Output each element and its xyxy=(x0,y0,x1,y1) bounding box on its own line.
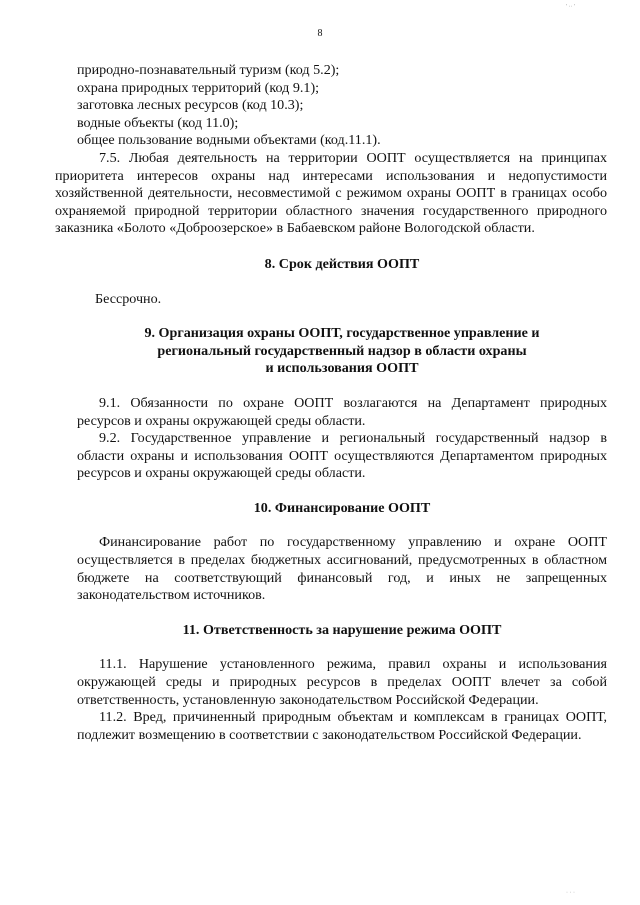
section-9-title-line: и использования ООПТ xyxy=(265,360,419,377)
document-body xyxy=(55,62,607,744)
list-item: охрана природных территорий (код 9.1); xyxy=(77,79,320,96)
scan-artifact-bottom: · · · xyxy=(566,890,575,896)
section-9-title xyxy=(77,325,607,378)
list-item: общее пользование водными объектами (код.11.1). xyxy=(77,132,381,149)
section-8-text: Бессрочно. xyxy=(95,290,162,307)
paragraph-9-2: 9.2. Государственное управление и региональный государственный надзор в области охраны и использования ООПТ осуществляются Департаментом природных ресурсов и охраны окружающей среды области. xyxy=(77,430,607,482)
list-item: заготовка лесных ресурсов (код 10.3); xyxy=(77,97,304,114)
section-9-title-line: 9. Организация охраны ООПТ, государственное управление и xyxy=(144,325,540,342)
section-8-title: 8. Срок действия ООПТ xyxy=(264,255,420,272)
paragraph-9-1: 9.1. Обязанности по охране ООПТ возлагаются на Департамент природных ресурсов и охраны окружающей среды области. xyxy=(77,394,607,429)
intro-list xyxy=(77,62,607,150)
list-item: природно-познавательный туризм (код 5.2); xyxy=(77,62,340,78)
paragraph-11-2: 11.2. Вред, причиненный природным объектам и комплексам в границах ООПТ, подлежит возмещению в соответствии с законодательством Российской Федерации. xyxy=(77,709,607,743)
paragraph-11-1: 11.1. Нарушение установленного режима, правил охраны и использования окружающей среды и природных ресурсов в пределах ООПТ влечет за собой ответственность, установленную законодательством Российской Федерации. xyxy=(77,656,607,708)
section-11-title: 11. Ответственность за нарушение режима ООПТ xyxy=(182,621,502,638)
paragraph-7-5: 7.5. Любая деятельность на территории ООПТ осуществляется на принципах приоритета интересов охраны над интересами использования и недопустимости хозяйственной деятельности, несовместимой с режимом охраны ООПТ в границах особо охраняемой природной территории областного значения государственного природного заказника «Болото «Доброозерское» в Бабаевском районе Вологодской области. xyxy=(55,149,607,237)
section-10-title: 10. Финансирование ООПТ xyxy=(253,499,431,516)
list-item: водные объекты (код 11.0); xyxy=(77,114,239,131)
section-9-title-line: региональный государственный надзор в области охраны xyxy=(157,342,527,359)
scan-artifact-top: ' ·· ' xyxy=(566,4,576,10)
paragraph-10: Финансирование работ по государственному управлению и охране ООПТ осуществляется в пределах бюджетных ассигнований, предусмотренных в областном бюджете на соответствующий финансовый год, и иных не запрещенных законодательством источников. xyxy=(77,534,607,604)
page-number: 8 xyxy=(317,28,323,39)
